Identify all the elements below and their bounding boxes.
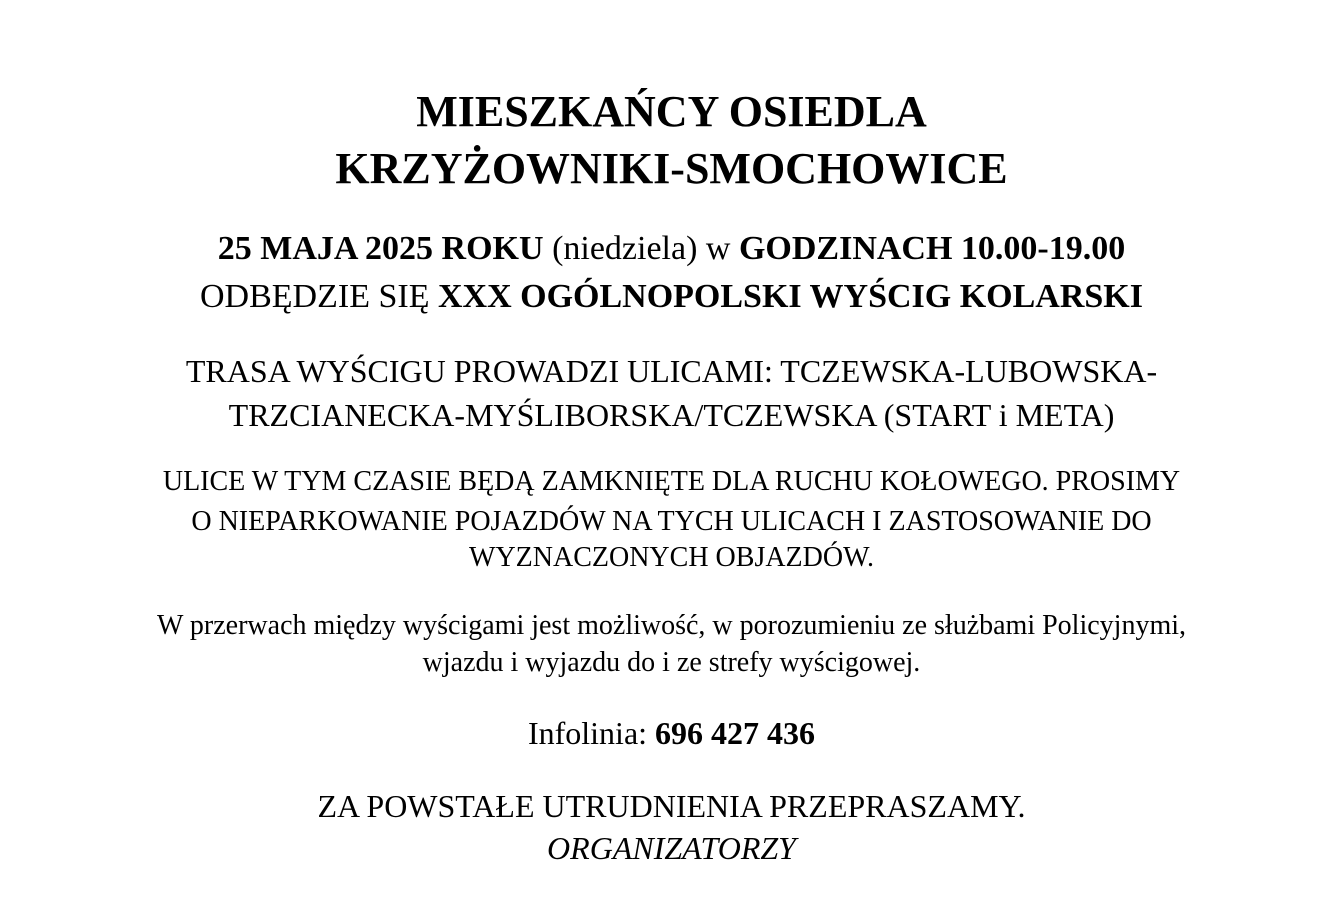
route-line-1: TRASA WYŚCIGU PROWADZI ULICAMI: TCZEWSKA-LUBOWSKA- xyxy=(185,353,1158,389)
event-name: XXX OGÓLNOPOLSKI WYŚCIG KOLARSKI xyxy=(437,278,1143,315)
title-line-2: KRZYŻOWNIKI-SMOCHOWICE xyxy=(335,144,1008,193)
event-day: (niedziela) w xyxy=(543,230,739,267)
notice-line-1: ULICE W TYM CZASIE BĘDĄ ZAMKNIĘTE DLA RUCHU KOŁOWEGO. PROSIMY xyxy=(162,466,1181,497)
event-date: 25 MAJA 2025 ROKU xyxy=(217,230,544,267)
event-hours: GODZINACH 10.00-19.00 xyxy=(738,230,1126,267)
breaks-line-2: wjazdu i wyjazdu do i ze strefy wyścigowej. xyxy=(422,647,921,678)
notice-line-2: O NIEPARKOWANIE POJAZDÓW NA TYCH ULICACH I ZASTOSOWANIE DO xyxy=(191,506,1152,537)
event-date-line xyxy=(0,232,1343,266)
infoline xyxy=(0,717,1343,749)
event-intro: ODBĘDZIE SIĘ xyxy=(200,278,438,315)
event-race-line xyxy=(0,280,1343,314)
infoline-label: Infolinia: xyxy=(527,715,656,751)
infoline-phone: 696 427 436 xyxy=(655,715,816,751)
signature: ORGANIZATORZY xyxy=(547,830,796,866)
apology-text: ZA POWSTAŁE UTRUDNIENIA PRZEPRASZAMY. xyxy=(317,788,1026,824)
breaks-line-1: W przerwach między wyścigami jest możliwość, w porozumieniu ze służbami Policyjnymi, xyxy=(157,610,1186,641)
route-line-2: TRZCIANECKA-MYŚLIBORSKA/TCZEWSKA (START i META) xyxy=(228,397,1115,433)
title-line-1: MIESZKAŃCY OSIEDLA xyxy=(416,87,927,136)
notice-line-3: WYZNACZONYCH OBJAZDÓW. xyxy=(469,542,874,573)
